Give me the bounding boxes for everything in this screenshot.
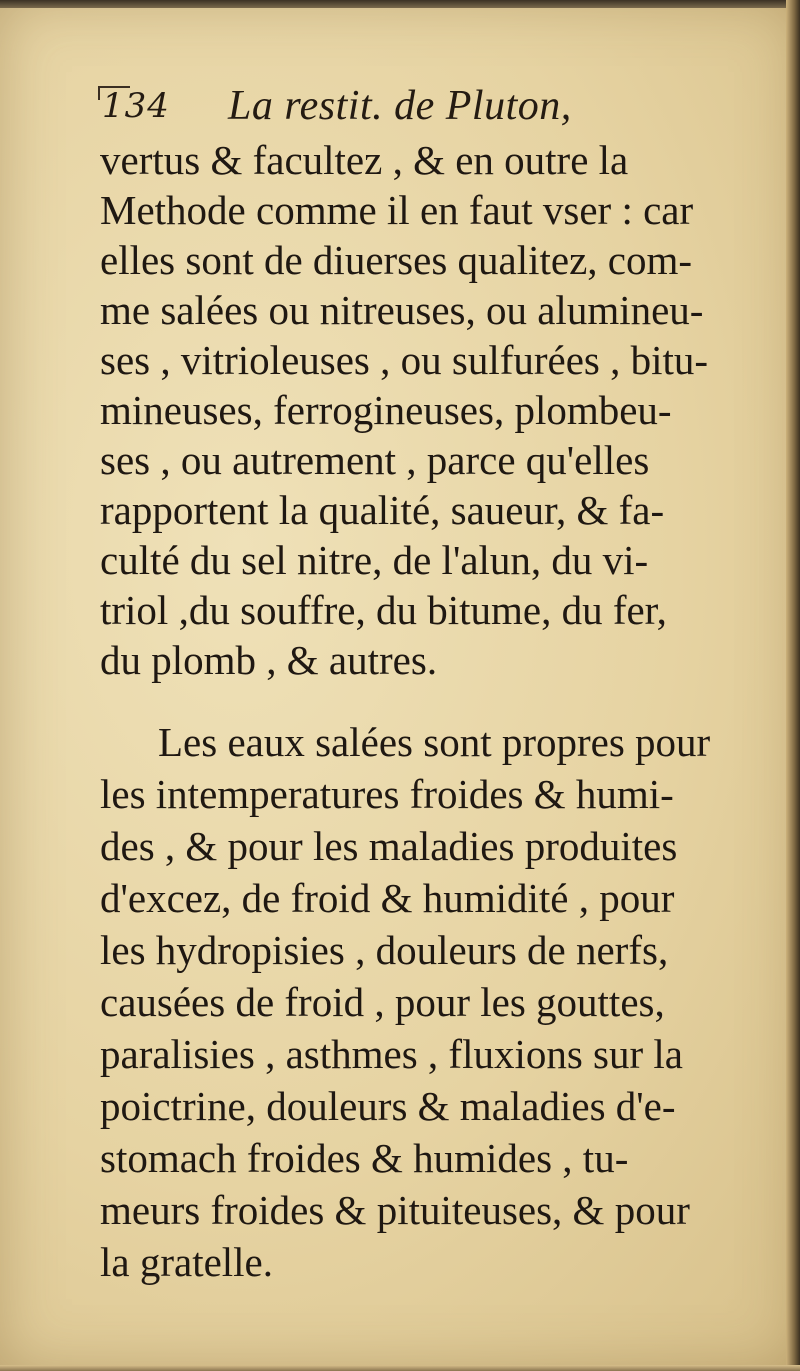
running-title: La restit. de Pluton, — [228, 83, 572, 129]
text-line: paralisies , asthmes , fluxions sur la — [100, 1031, 684, 1077]
text-line: meurs froides & pituiteuses, & pour — [100, 1187, 690, 1233]
page-header — [102, 82, 662, 142]
text-line: Methode comme il en faut vser : car — [100, 187, 694, 233]
text-line: stomach froides & humides , tu- — [100, 1135, 629, 1181]
paragraph-first-line: Les eaux salées sont propres pour — [158, 719, 711, 765]
text-line: d'excez, de froid & humidité , pour — [100, 875, 675, 921]
text-line: triol ,du souffre, du bitume, du fer, — [100, 587, 667, 633]
page-bottom-edge — [0, 1365, 800, 1371]
text-line: les intemperatures froides & humi- — [100, 771, 674, 817]
text-line: vertus & facultez , & en outre la — [100, 137, 629, 183]
text-line: des , & pour les maladies produites — [100, 823, 678, 869]
page-top-edge — [0, 0, 800, 8]
text-line: me salées ou nitreuses, ou alumineu- — [100, 287, 704, 333]
text-line: mineuses, ferrogineuses, plombeu- — [100, 387, 672, 433]
text-line: ses , vitrioleuses , ou sulfurées , bitu- — [100, 337, 709, 383]
text-line: poictrine, douleurs & maladies d'e- — [100, 1083, 676, 1129]
text-line: causées de froid , pour les gouttes, — [100, 979, 665, 1025]
text-line: du plomb , & autres. — [100, 637, 438, 683]
text-line: rapportent la qualité, saueur, & fa- — [100, 487, 665, 533]
text-line: la gratelle. — [100, 1239, 274, 1285]
text-line: les hydropisies , douleurs de nerfs, — [100, 927, 669, 973]
text-line: ses , ou autrement , parce qu'elles — [100, 437, 650, 483]
text-line: culté du sel nitre, de l'alun, du vi- — [100, 537, 649, 583]
page-gutter-edge — [786, 0, 800, 1371]
page-number: 134 — [102, 86, 170, 126]
text-line: elles sont de diuerses qualitez, com- — [100, 237, 693, 283]
